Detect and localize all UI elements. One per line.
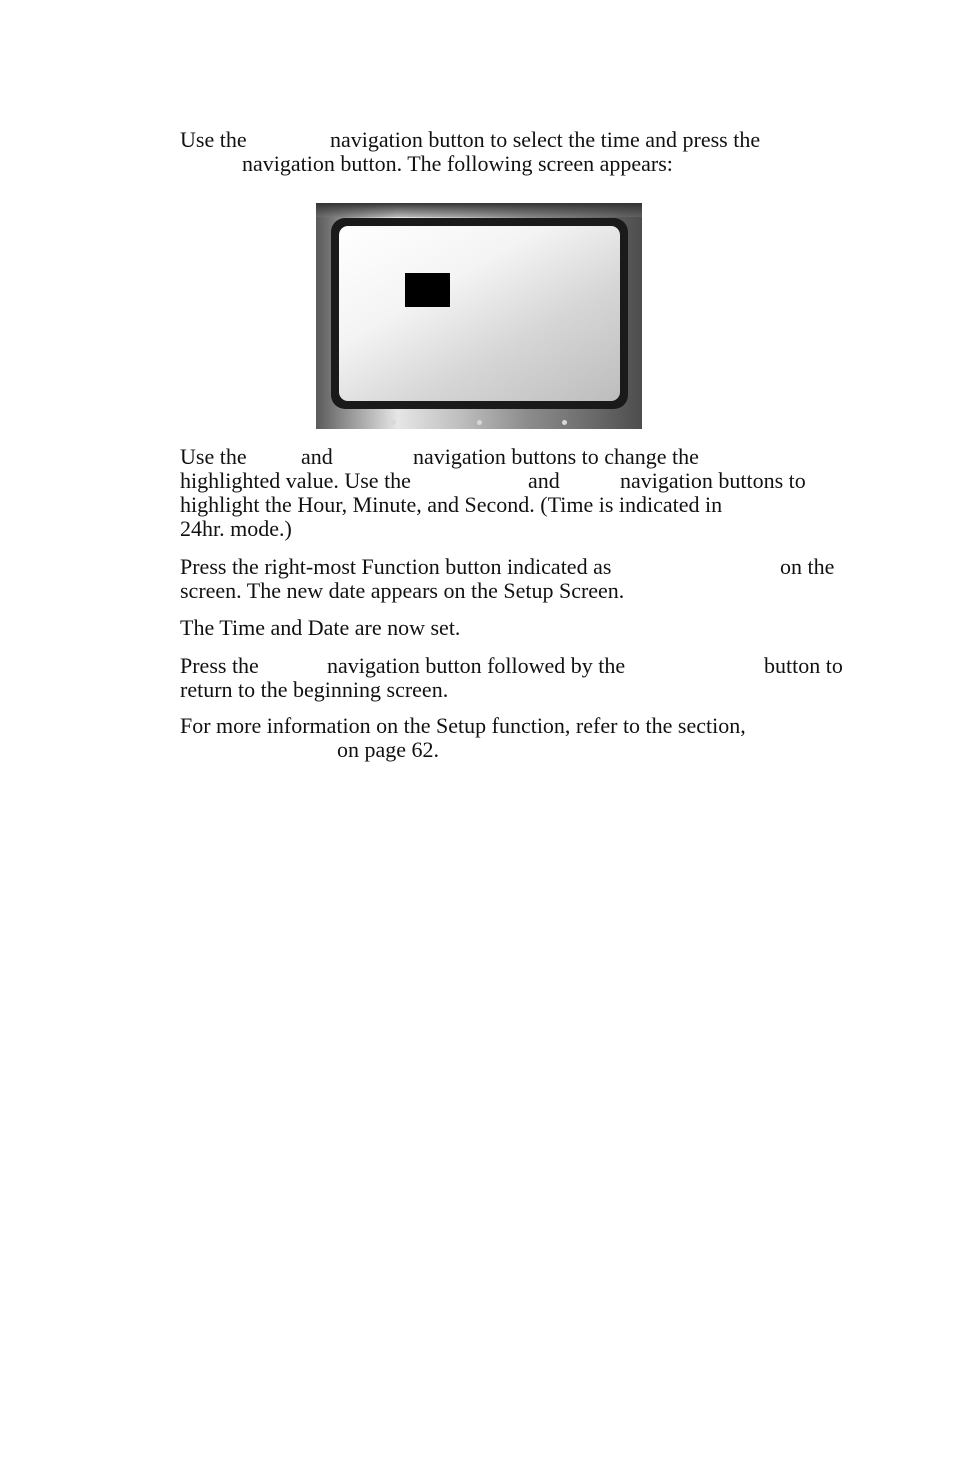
function-button-right — [562, 420, 567, 425]
highlighted-value-box — [405, 273, 450, 307]
para4-line1: The Time and Date are now set. — [180, 615, 461, 640]
para1-text-start: Use the — [180, 127, 247, 152]
para2-line2-c: navigation buttons to — [620, 468, 806, 493]
para3-line2: screen. The new date appears on the Setup Screen. — [180, 578, 625, 603]
function-button-left — [391, 420, 396, 425]
device-screen-illustration — [316, 203, 642, 429]
para1-text-end: navigation button to select the time and press the — [330, 127, 761, 152]
para5-line1-a: Press the — [180, 653, 259, 678]
para2-line1-a: Use the — [180, 444, 247, 469]
para2-line2-b: and — [528, 468, 560, 493]
para1-line2: navigation button. The following screen appears: — [242, 151, 673, 176]
para2-line4: 24hr. mode.) — [180, 516, 292, 541]
para6-line1: For more information on the Setup function, refer to the section, — [180, 713, 746, 738]
para5-line1-b: navigation button followed by the — [327, 653, 626, 678]
para5-line2: return to the beginning screen. — [180, 677, 449, 702]
lcd-screen — [339, 226, 620, 401]
para2-line1-c: navigation buttons to change the — [413, 444, 699, 469]
screen-bezel — [331, 218, 628, 409]
function-button-middle — [477, 420, 482, 425]
para2-line2-a: highlighted value. Use the — [180, 468, 411, 493]
para2-line1-b: and — [301, 444, 333, 469]
para2-line3: highlight the Hour, Minute, and Second. (Time is indicated in — [180, 492, 723, 517]
para5-line1-c: button to — [764, 653, 843, 678]
para3-line1-a: Press the right-most Function button indicated as — [180, 554, 612, 579]
para6-line2: on page 62. — [337, 737, 440, 762]
para3-line1-b: on the — [780, 554, 835, 579]
